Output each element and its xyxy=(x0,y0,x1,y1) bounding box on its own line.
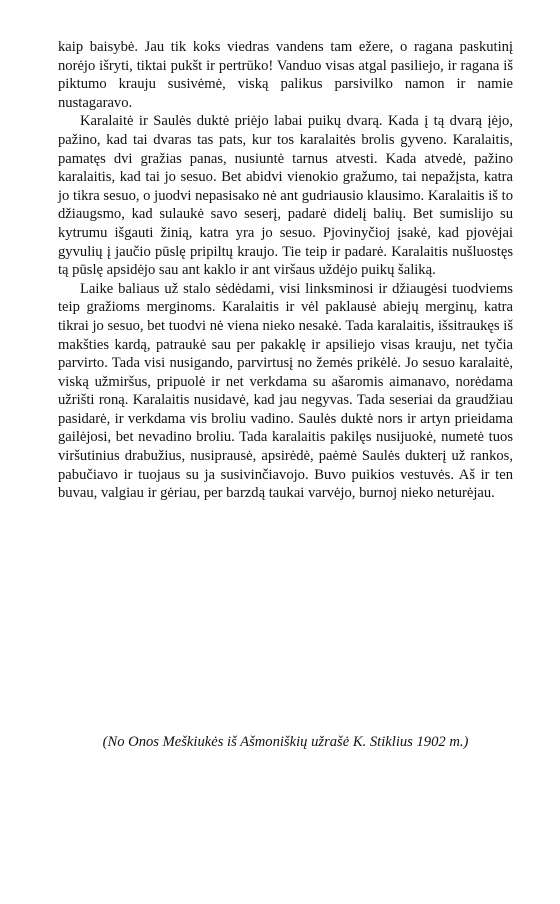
paragraph-palace: Karalaitė ir Saulės duktė priėjo labai puikų dvarą. Kada į tą dvarą įėjo, pažino, kad tai dvaras tas pats, kur tos karalaitės brolis gyveno. Karalaitis, pamatęs dvi gražias panas, nusiuntė tarnus atvesti. Kada atvedė, pažino karalaitis, kad tai jo sesuo. Bet abidvi vienokio gražumo, tai nepažįsta, katra jo tikra sesuo, o juodvi nepasisako nė ant gudriausio klausimo. Karalaitis iš to džiaugsmo, kad sulaukė savo seserį, padarė didelį balių. Bet sumislijo su kytrumu išgauti žinią, katra yra jo sesuo. Pjovinyčioj įsakė, kad pjovėjai gyvulių į jaučio pūslę pripiltų kraujo. Tie teip ir padarė. Karalaitis nušluostęs tą pūslę apsidėjo sau ant kaklo ir ant viršaus uždėjo puikų šaliką. xyxy=(58,113,513,279)
paragraph-continuation: kaip baisybė. Jau tik koks viedras vandens tam ežere, o ragana paskutinį norėjo išryti, tiktai pukšt ir pertrūko! Vanduo visas atgal pasiliejo, ir ragana iš piktumo krauju susivėmė, viską palikus parsivilko namon ir namie nustagaravo. xyxy=(58,39,513,111)
paragraph-feast: Laike baliaus už stalo sėdėdami, visi linksminosi ir džiaugėsi tuodviems teip gražioms merginoms. Karalaitis ir vėl paklausė abiejų merginų, katra tikrai jo sesuo, bet tuodvi nė viena nieko nesakė. Tada karalaitis, išsitraukęs iš makšties kardą, patraukė sau per pakaklę ir apsiliejo visas krauju, net tyčia parvirto. Tada visi nusigando, parvirtusį no žemės prikėlė. Jo sesuo karalaitė, viską užmiršus, pripuolė ir net verkdama su ašaromis aimanavo, norėdama užrišti roną. Karalaitis nusidavė, kad jau negyvas. Tada seseriai da graudžiau pasidarė, ir verkdama vis broliu vadino. Saulės duktė nors ir artyn prieidama gailėjosi, bet nevadino broliu. Tada karalaitis pakilęs nusijuokė, numetė tuos viršutinius drabužius, nusiprausė, apsirėdė, paėmė Saulės dukterį už rankos, pabučiavo ir tuojaus su ja susivinčiavojo. Buvo puikios vestuvės. Aš ir ten buvau, valgiau ir gėriau, per barzdą taukai varvėjo, burnoj nieko neturėjau. xyxy=(58,280,513,502)
story-text xyxy=(58,38,513,503)
source-citation: (No Onos Meškiukės iš Ašmoniškių užrašė K. Stiklius 1902 m.) xyxy=(102,734,469,750)
